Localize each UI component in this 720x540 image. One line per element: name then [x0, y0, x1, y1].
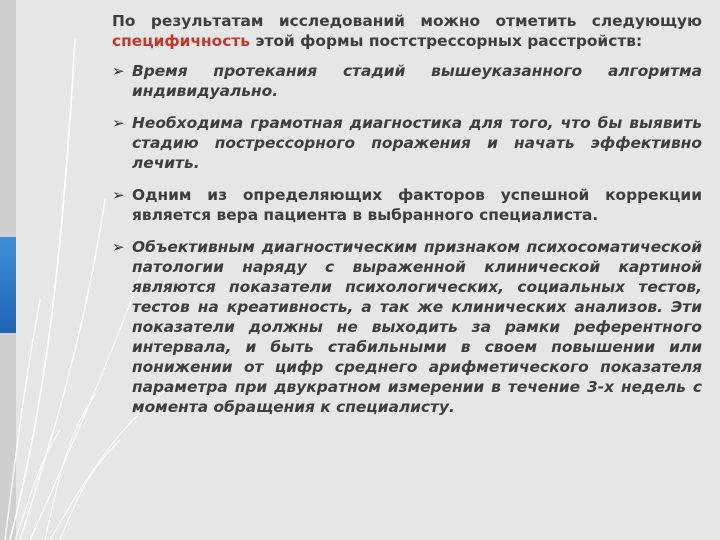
- slide-content: [112, 11, 702, 429]
- arrow-bullet-icon: ➢: [112, 62, 125, 80]
- bullet-text: Одним из определяющих факторов успешной коррекции является вера пациента в выбранного специалиста.: [132, 186, 702, 224]
- bullet-item: [112, 185, 702, 225]
- arrow-bullet-icon: ➢: [112, 238, 125, 256]
- bullet-item: [112, 113, 702, 173]
- bullet-item: [112, 61, 702, 101]
- arrow-bullet-icon: ➢: [112, 186, 125, 204]
- bullet-text: Время протекания стадий вышеуказанного алгоритма индивидуально.: [132, 62, 702, 100]
- bullet-text: Необходима грамотная диагностика для того, что бы выявить стадию пострессорного поражения и начать эффективно лечить.: [132, 114, 702, 172]
- intro-paragraph: [112, 11, 702, 51]
- bullet-text: Объективным диагностическим признаком психосоматической патологии наряду с выраженной клинической картиной являются показатели психологических, социальных тестов, тестов на креативность, а так же клинических анализов. Эти показатели должны не выходить за рамки референтного интервала, и быть стабильными в своем повышении или понижении от цифр среднего арифметического показателя параметра при двукратном измерении в течение 3-х недель с момента обращения к специалисту.: [132, 238, 702, 416]
- arrow-bullet-icon: ➢: [112, 114, 125, 132]
- bullet-item: [112, 237, 702, 417]
- intro-text-start: По результатам исследований можно отметить следующую: [112, 12, 702, 30]
- intro-highlight: специфичность: [112, 32, 250, 50]
- intro-text-end: этой формы постстрессорных расстройств:: [250, 32, 643, 50]
